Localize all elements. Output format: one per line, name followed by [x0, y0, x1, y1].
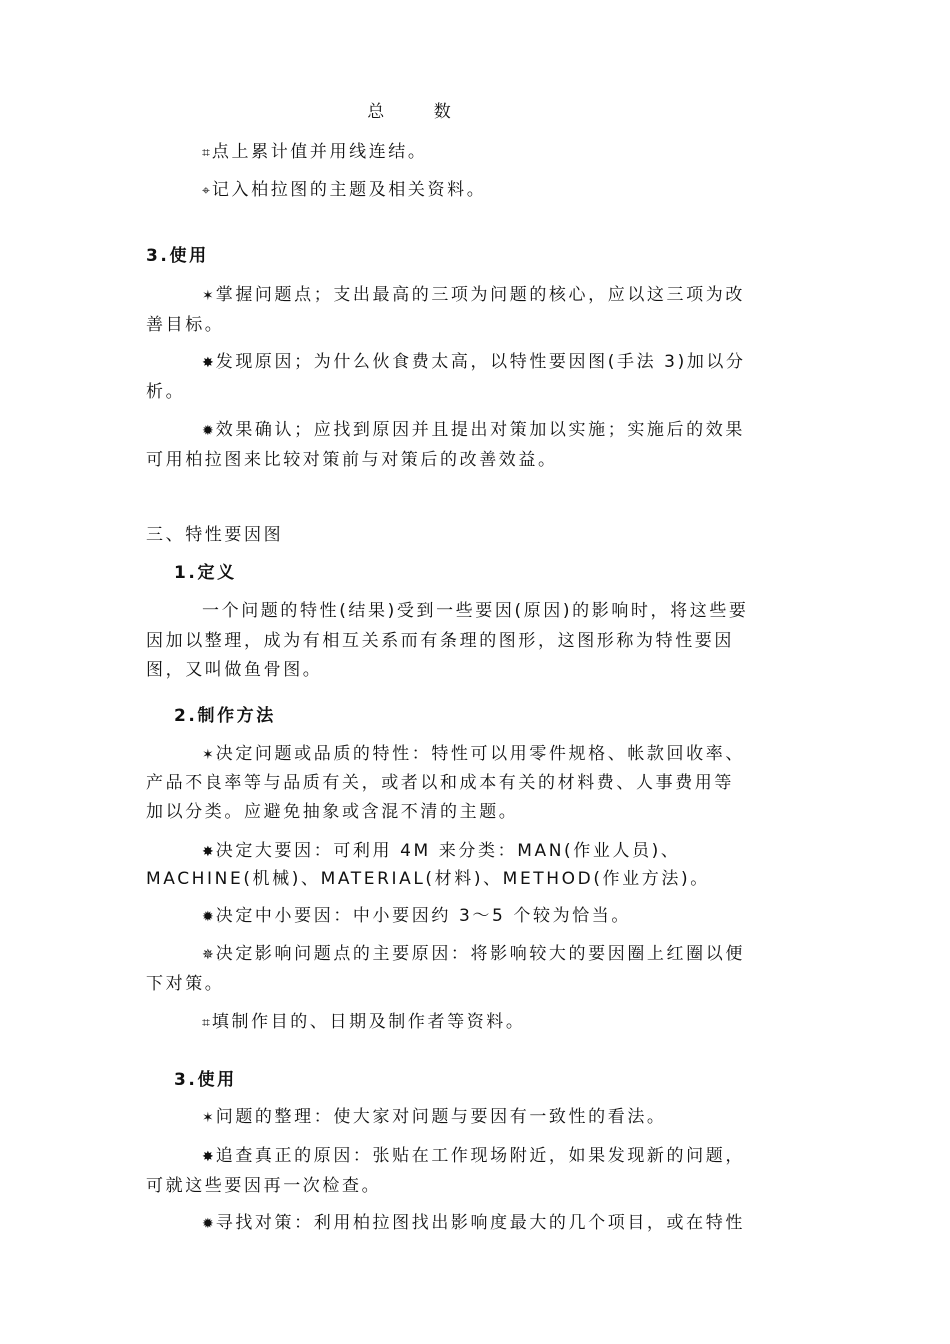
paragraph-line: 下对策。 [146, 974, 225, 994]
paragraph-line: 寻找对策：利用柏拉图找出影响度最大的几个项目，或在特性 [215, 1213, 745, 1233]
paragraph-line: 可就这些要因再一次检查。 [146, 1176, 382, 1196]
paragraph-line: 决定问题或品质的特性：特性可以用零件规格、帐款回收率、 [215, 744, 745, 764]
bullet-icon: ✶ [202, 747, 214, 763]
definition-heading: 1.定义 [174, 563, 237, 583]
use-item-2 [202, 1144, 862, 1169]
use-heading: 3.使用 [174, 1070, 237, 1090]
paragraph-line: 发现原因；为什么伙食费太高，以特性要因图(手法 3)加以分 [215, 352, 746, 372]
paragraph-line: 填制作目的、日期及制作者等资料。 [211, 1012, 526, 1032]
paragraph-line: 可用柏拉图来比较对策前与对策后的改善效益。 [146, 450, 558, 470]
step-points [202, 140, 862, 165]
bullet-icon: ✸ [202, 1149, 214, 1165]
paragraph-line: 决定影响问题点的主要原因：将影响较大的要因圈上红圈以便 [215, 944, 745, 964]
bullet-icon: ✸ [202, 355, 214, 371]
pareto-use-item-1 [202, 283, 862, 308]
bullet-icon: ✶ [202, 288, 214, 304]
top-label: 总 数 [367, 102, 473, 122]
section-title: 三、特性要因图 [146, 525, 284, 545]
pareto-use-item-3 [202, 418, 862, 443]
bullet-icon: ✹ [202, 423, 214, 439]
method-item-3 [202, 904, 862, 929]
pareto-use-item-2 [202, 350, 862, 375]
paragraph-line: 决定大要因：可利用 4M 来分类：MAN(作业人员)、 [215, 841, 681, 861]
bullet-icon: ✹ [202, 1216, 214, 1232]
paragraph-line: 决定中小要因：中小要因约 3～5 个较为恰当。 [215, 906, 631, 926]
method-item-4 [202, 942, 862, 967]
use-item-1 [202, 1105, 862, 1130]
bullet-icon: ✸ [202, 844, 214, 860]
paragraph-line: 因加以整理，成为有相互关系而有条理的图形，这图形称为特性要因 [146, 631, 734, 651]
method-item-5 [202, 1010, 862, 1035]
paragraph-line: MACHINE(机械)、MATERIAL(材料)、METHOD(作业方法)。 [146, 869, 710, 889]
paragraph-line: 加以分类。应避免抽象或含混不清的主题。 [146, 802, 519, 822]
step-record [202, 178, 862, 203]
method-item-1 [202, 742, 862, 767]
paragraph-line: 掌握问题点；支出最高的三项为问题的核心，应以这三项为改 [215, 285, 745, 305]
paragraph-line: 一个问题的特性(结果)受到一些要因(原因)的影响时，将这些要 [202, 601, 749, 621]
pareto-use-heading: 3.使用 [146, 246, 209, 266]
bullet-icon: ✶ [202, 1110, 214, 1126]
paragraph-line: 图，又叫做鱼骨图。 [146, 660, 323, 680]
bullet-icon: ✵ [202, 947, 214, 963]
paragraph-line: 问题的整理：使大家对问题与要因有一致性的看法。 [215, 1107, 667, 1127]
bullet-icon: ⌗ [202, 145, 210, 161]
paragraph-line: 析。 [146, 382, 186, 402]
bullet-icon: ⌗ [202, 1015, 210, 1031]
bullet-icon: ⌖ [202, 183, 210, 199]
step-points-text: 点上累计值并用线连结。 [211, 142, 428, 162]
paragraph-line: 追查真正的原因：张贴在工作现场附近，如果发现新的问题， [215, 1146, 745, 1166]
step-record-text: 记入柏拉图的主题及相关资料。 [211, 180, 487, 200]
method-item-2 [202, 839, 862, 864]
method-heading: 2.制作方法 [174, 706, 276, 726]
use-item-3 [202, 1211, 862, 1236]
bullet-icon: ✹ [202, 909, 214, 925]
paragraph-line: 产品不良率等与品质有关，或者以和成本有关的材料费、人事费用等 [146, 773, 734, 793]
paragraph-line: 善目标。 [146, 315, 225, 335]
paragraph-line: 效果确认；应找到原因并且提出对策加以实施；实施后的效果 [215, 420, 745, 440]
